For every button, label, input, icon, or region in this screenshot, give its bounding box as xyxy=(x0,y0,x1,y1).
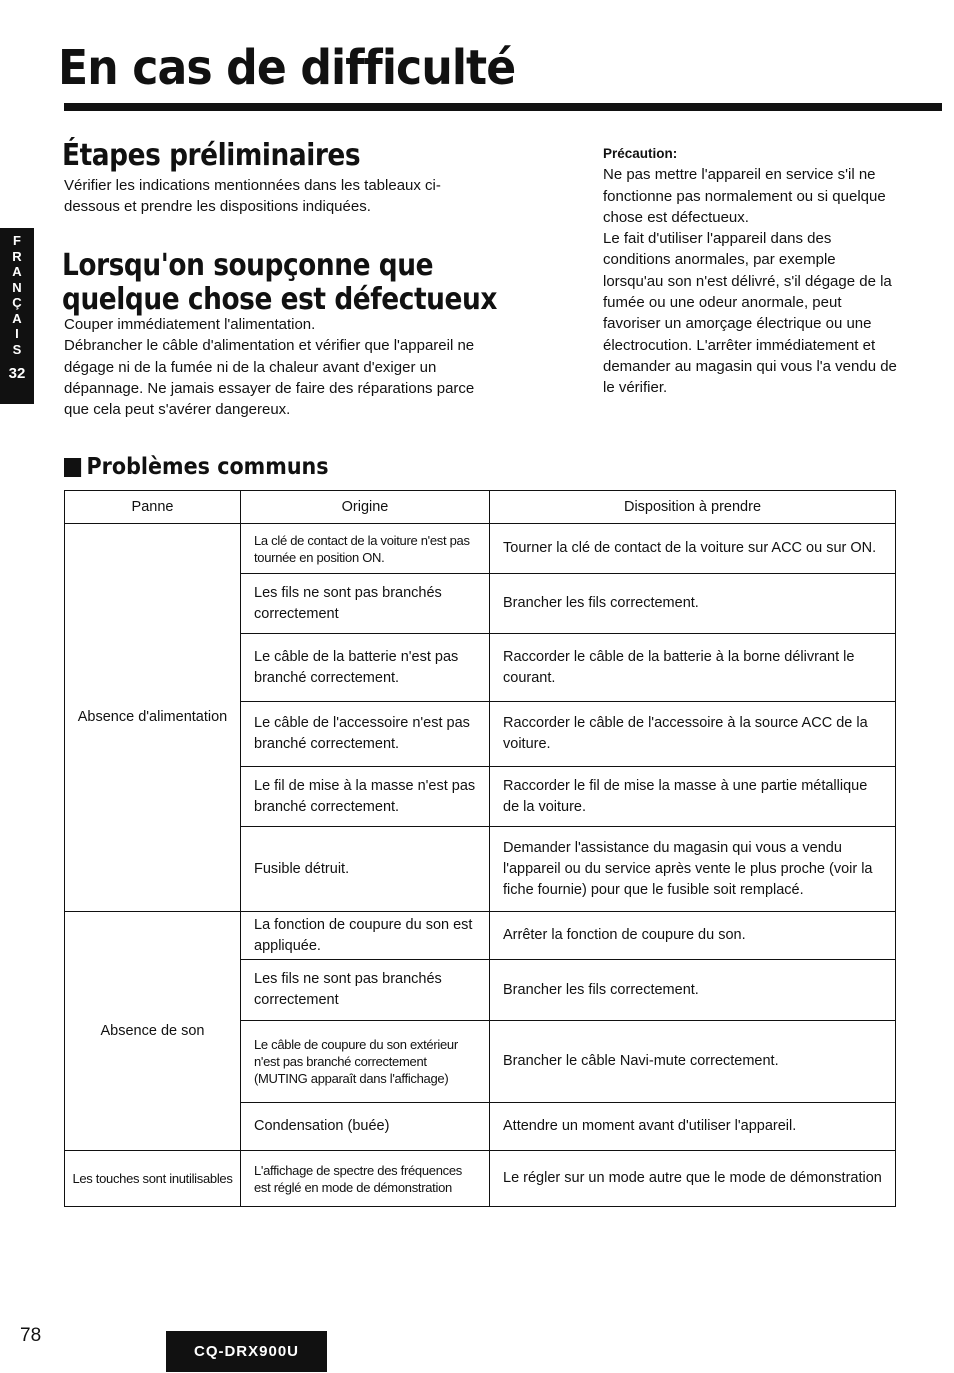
heading-square-icon xyxy=(64,458,81,477)
origine-cell: La clé de contact de la voiture n'est pas tournée en position ON. xyxy=(241,524,490,574)
column-header-disposition: Disposition à prendre xyxy=(490,491,896,524)
section-page-number: 32 xyxy=(8,365,26,382)
page-number: 78 xyxy=(20,1325,42,1346)
disposition-cell: Tourner la clé de contact de la voiture sur ACC ou sur ON. xyxy=(490,524,896,574)
precaution-paragraph-2: Le fait d'utiliser l'appareil dans des conditions anormales, par exemple lorsqu'au son n'est délivré, s'il dégage de la fumée ou une odeur anormale, peut favoriser un amorçage électrique ou une électrocution. L'arrêter immédiatement et demander au magasin qui vous l'a vendu de le vérifier. xyxy=(603,230,897,397)
problems-heading-text: Problèmes communs xyxy=(86,454,329,480)
language-tab-letter: R xyxy=(12,248,22,264)
language-tab-letters xyxy=(12,233,21,357)
origine-cell: Condensation (buée) xyxy=(241,1103,490,1151)
disposition-cell: Arrêter la fonction de coupure du son. xyxy=(490,912,896,960)
section-heading-defect-line1: Lorsqu'on soupçonne que xyxy=(62,248,434,283)
section-heading-defect-line2: quelque chose est défectueux xyxy=(62,282,497,317)
language-tab-letter: A xyxy=(12,310,22,326)
origine-cell: Le câble de coupure du son extérieur n'est pas branché correctement (MUTING apparaît dans l'affichage) xyxy=(241,1021,490,1103)
disposition-cell: Brancher les fils correctement. xyxy=(490,574,896,634)
disposition-cell: Attendre un moment avant d'utiliser l'appareil. xyxy=(490,1103,896,1151)
language-tab-letter: S xyxy=(12,341,22,357)
precaution-paragraph-1: Ne pas mettre l'appareil en service s'il ne fonctionne pas normalement ou si quelque chose est défectueux. xyxy=(603,166,886,226)
defect-text xyxy=(64,314,500,420)
panne-cell: Absence de son xyxy=(65,912,241,1151)
origine-cell: Fusible détruit. xyxy=(241,827,490,912)
disposition-cell: Demander l'assistance du magasin qui vous a vendu l'appareil ou du service après vente le plus proche (voir la fiche fournie) pour que le fusible soit remplacé. xyxy=(490,827,896,912)
disposition-cell: Brancher les fils correctement. xyxy=(490,960,896,1021)
column-header-panne: Panne xyxy=(65,491,241,524)
precaution-label: Précaution: xyxy=(603,146,678,161)
troubleshooting-table xyxy=(64,490,896,1207)
section-heading-preliminary: Étapes préliminaires xyxy=(62,138,361,173)
disposition-cell: Raccorder le câble de la batterie à la borne délivrant le courant. xyxy=(490,634,896,702)
problems-heading xyxy=(64,454,329,480)
language-tab-letter: A xyxy=(12,264,22,279)
table-row xyxy=(65,524,896,574)
panne-cell: Les touches sont inutilisables xyxy=(65,1151,241,1207)
model-label: CQ-DRX900U xyxy=(166,1331,327,1372)
origine-cell: La fonction de coupure du son est appliquée. xyxy=(241,912,490,960)
origine-cell: Le câble de la batterie n'est pas branché correctement. xyxy=(241,634,490,702)
origine-cell: Les fils ne sont pas branchés correctement xyxy=(241,574,490,634)
column-header-origine: Origine xyxy=(241,491,490,524)
table-header-row xyxy=(65,491,896,524)
page-title: En cas de difficulté xyxy=(58,40,516,96)
disposition-cell: Raccorder le câble de l'accessoire à la source ACC de la voiture. xyxy=(490,702,896,767)
disposition-cell: Brancher le câble Navi-mute correctement. xyxy=(490,1021,896,1103)
table-row xyxy=(65,912,896,960)
preliminary-text xyxy=(64,175,464,218)
language-tab-letter: Ç xyxy=(12,295,22,310)
defect-line-1: Couper immédiatement l'alimentation. xyxy=(64,316,316,333)
defect-line-2: Débrancher le câble d'alimentation et vérifier que l'appareil ne dégage ni de la fumée ni de la chaleur avant d'exiger un dépannage. Ne jamais essayer de faire des réparations parce que cela peut s'avérer dangereux. xyxy=(64,337,475,419)
panne-cell: Absence d'alimentation xyxy=(65,524,241,912)
origine-cell: L'affichage de spectre des fréquences est réglé en mode de démonstration xyxy=(241,1151,490,1207)
language-tab-letter: I xyxy=(15,326,19,341)
disposition-cell: Le régler sur un mode autre que le mode de démonstration xyxy=(490,1151,896,1207)
origine-cell: Les fils ne sont pas branchés correctement xyxy=(241,960,490,1021)
origine-cell: Le fil de mise à la masse n'est pas branché correctement. xyxy=(241,767,490,827)
disposition-cell: Raccorder le fil de mise la masse à une partie métallique de la voiture. xyxy=(490,767,896,827)
preliminary-paragraph: Vérifier les indications mentionnées dans les tableaux ci-dessous et prendre les dispositions indiquées. xyxy=(64,177,441,216)
language-tab-letter: F xyxy=(13,233,21,248)
section-heading-defect xyxy=(62,249,497,317)
title-rule xyxy=(64,103,942,111)
origine-cell: Le câble de l'accessoire n'est pas branché correctement. xyxy=(241,702,490,767)
precaution-block xyxy=(603,143,899,399)
language-tab xyxy=(0,228,34,404)
table-row xyxy=(65,1151,896,1207)
language-tab-letter: N xyxy=(12,279,22,295)
